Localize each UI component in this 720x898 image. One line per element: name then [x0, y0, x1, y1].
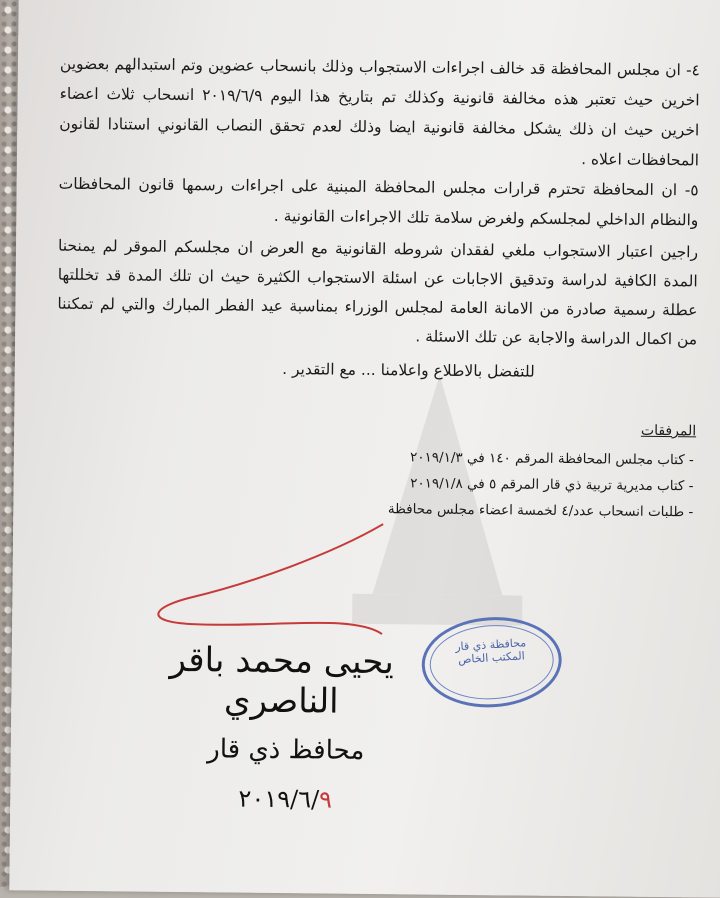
attachment-item: - كتاب مديرية تربية ذي قار المرقم ٥ في ٢٠١٩/١/٨ [388, 470, 694, 499]
stamp-line-1: محافظة ذي قار [454, 636, 527, 654]
signature-date-main: ٢٠١٩/٦/ [238, 784, 320, 814]
point-4: ٤- ان مجلس المحافظة قد خالف اجراءات الاستجواب وذلك بانسحاب عضوين وتم استبدالهم بعضوين اخرين حيث تعتبر هذه مخالفة قانونية وكذلك تم بتاريخ هذا اليوم ٢٠١٩/٦/٩ انسحاب ثلاث اعضاء اخرين حيث ان ذلك يشكل مخالفة قانونية ايضا وذلك لعدم تحقق النصاب القانوني استنادا لقانون المحافظات اعلاه . [59, 54, 701, 170]
point-5: ٥- ان المحافظة تحترم قرارات مجلس المحافظة المبنية على اجراءات رسمها قانون المحافظات والنظام الداخلي لمجلسكم ولغرض سلامة تلك الاجراءات القانونية . [58, 174, 699, 230]
request-paragraph: راجين اعتبار الاستجواب ملغي لفقدان شروطه القانونية مع العرض ان مجلسكم الموقر لم يمنحنا المدة الكافية لدراسة وتدقيق الاجابات عن اسئلة الاستجواب الكثيرة حيث ان تلك المدة قد تخللتها عطلة رسمية صادرة من الامانة العامة لمجلس الوزراء بمناسبة عيد الفطر المبارك والتي لم تمكننا من اكمال الدراسة والاجابة عن تلك الاسئلة . [57, 236, 699, 349]
signature-date-day: ٩ [318, 785, 333, 814]
attachment-item: - طلبات انسحاب عدد/٤ لخمسة اعضاء مجلس محافظة [388, 496, 694, 525]
closing-line: للتفضل بالاطلاع واعلامنا ... مع التقدير . [282, 360, 535, 381]
signatory-title: محافظ ذي قار [207, 734, 365, 766]
attachments-list [388, 444, 694, 525]
stamp-line-2: المكتب الخاص [457, 649, 526, 667]
signatory-name: يحيى محمد باقر الناصري [169, 639, 394, 722]
signature-date [210, 784, 360, 814]
document-page [9, 0, 720, 898]
attachments-title: المرفقات [640, 422, 697, 440]
red-signature-scribble [132, 511, 413, 654]
numbered-points [58, 49, 700, 236]
attachment-item: - كتاب مجلس المحافظة المرقم ١٤٠ في ٢٠١٩/١/٣ [388, 444, 694, 473]
